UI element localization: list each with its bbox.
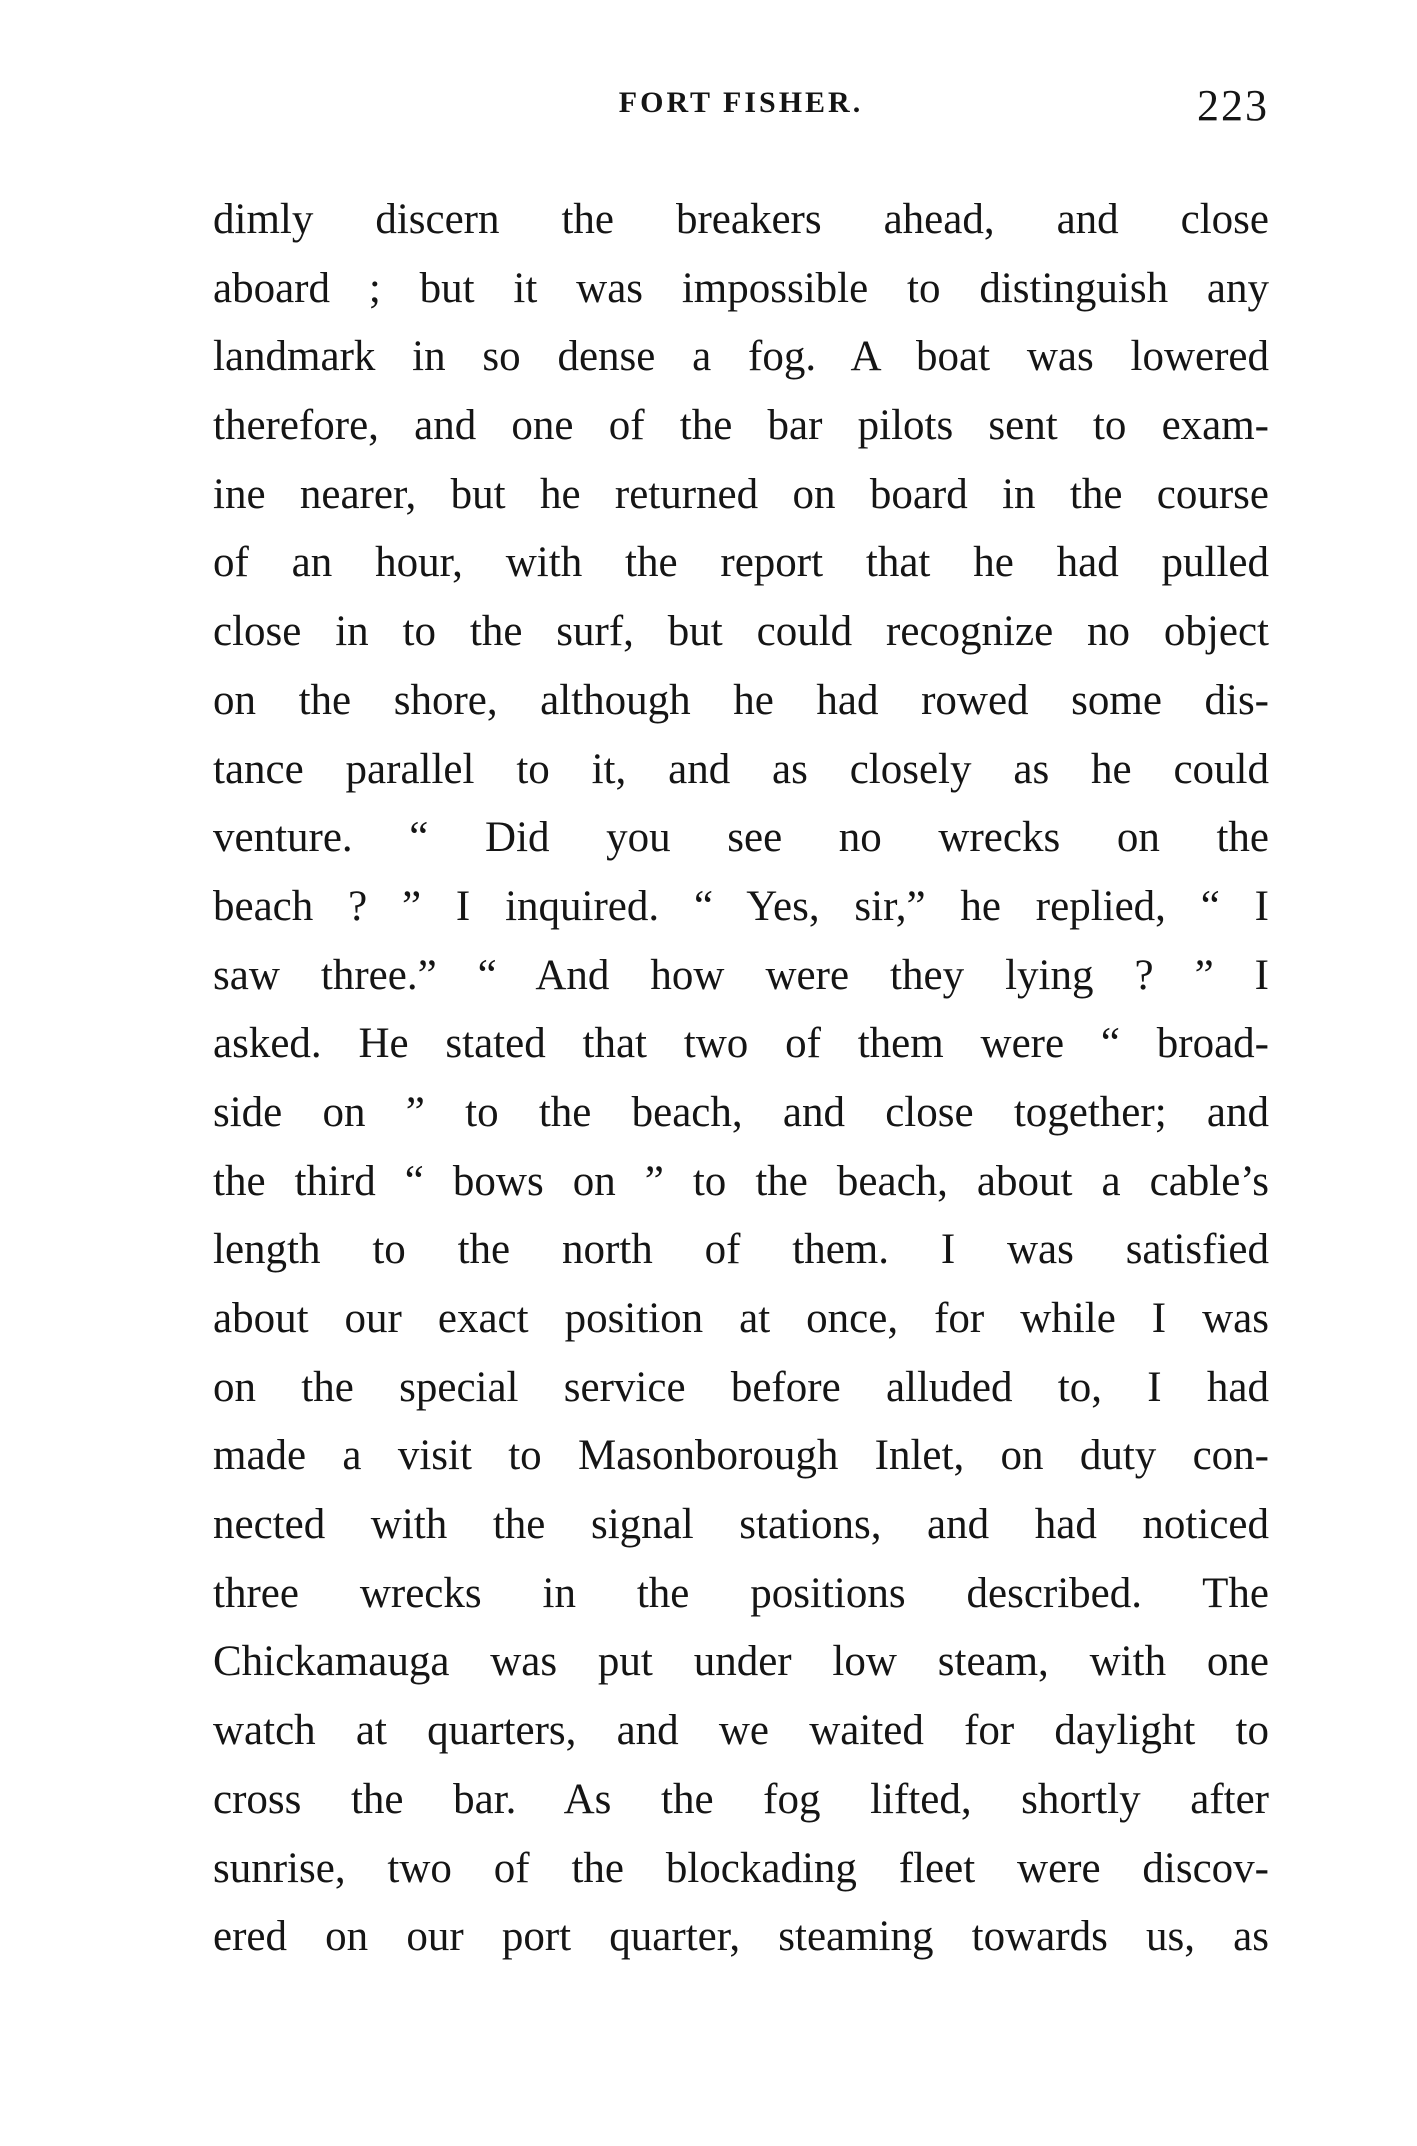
text-line: aboard ; but it was impossible to distinguish any xyxy=(213,264,1269,312)
text-line: saw three.” “ And how were they lying ? ” I xyxy=(213,951,1269,999)
text-line: length to the north of them. I was satisfied xyxy=(213,1226,1269,1274)
text-line: venture. “ Did you see no wrecks on the xyxy=(213,814,1269,862)
text-line: on the shore, although he had rowed some dis- xyxy=(213,676,1269,724)
text-line: watch at quarters, and we waited for daylight to xyxy=(213,1707,1269,1755)
text-line: of an hour, with the report that he had pulled xyxy=(213,539,1269,587)
text-line: tance parallel to it, and as closely as he could xyxy=(213,745,1269,793)
body-text xyxy=(213,186,1269,1972)
text-line: Chickamauga was put under low steam, with one xyxy=(213,1638,1269,1686)
text-line: close in to the surf, but could recognize no object xyxy=(213,608,1269,656)
page-number: 223 xyxy=(1197,81,1269,130)
text-line: landmark in so dense a fog. A boat was lowered xyxy=(213,333,1269,381)
text-line: about our exact position at once, for while I was xyxy=(213,1295,1269,1342)
text-line: asked. He stated that two of them were “ broad- xyxy=(213,1020,1269,1068)
running-title: FORT FISHER. xyxy=(618,86,864,119)
text-line: dimly discern the breakers ahead, and close xyxy=(213,196,1269,243)
running-head xyxy=(213,81,1269,136)
text-line: three wrecks in the positions described. The xyxy=(213,1569,1269,1617)
text-line: ered on our port quarter, steaming towards us, as xyxy=(213,1913,1269,1961)
text-line: the third “ bows on ” to the beach, about a cable’s xyxy=(213,1157,1269,1205)
text-line: made a visit to Masonborough Inlet, on duty con- xyxy=(213,1432,1269,1480)
text-line: nected with the signal stations, and had noticed xyxy=(213,1501,1269,1549)
text-line: sunrise, two of the blockading fleet were discov- xyxy=(213,1844,1269,1892)
text-line: side on ” to the beach, and close together; and xyxy=(213,1088,1269,1136)
text-line: beach ? ” I inquired. “ Yes, sir,” he replied, “ I xyxy=(213,882,1269,930)
text-line: on the special service before alluded to, I had xyxy=(213,1363,1269,1411)
text-line: ine nearer, but he returned on board in the course xyxy=(213,470,1269,518)
text-line: cross the bar. As the fog lifted, shortly after xyxy=(213,1775,1269,1823)
text-line: therefore, and one of the bar pilots sent to exam- xyxy=(213,402,1269,450)
